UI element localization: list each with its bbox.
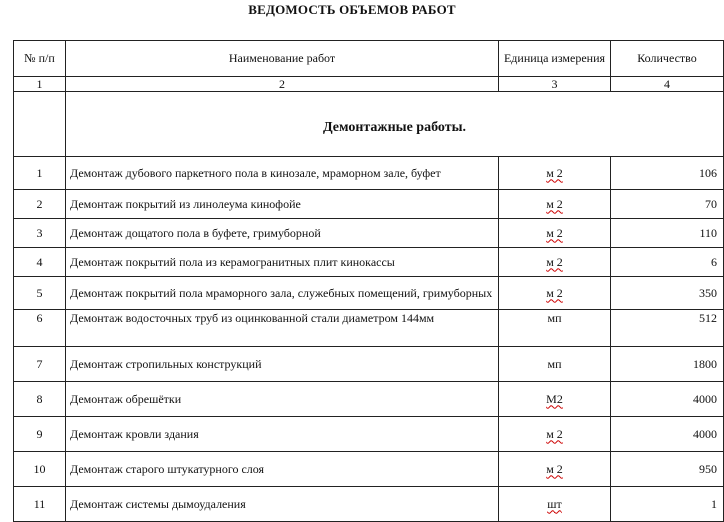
row-qty-text: 950 xyxy=(699,461,717,476)
row-qty-text: 4000 xyxy=(693,426,717,441)
row-unit-text: м 2 xyxy=(546,196,563,211)
row-qty xyxy=(611,190,724,219)
table-row xyxy=(14,347,724,382)
row-name: Демонтаж покрытий пола из керамогранитных плит кинокассы xyxy=(66,248,499,277)
row-unit-text: М2 xyxy=(546,391,563,406)
row-unit xyxy=(499,190,611,219)
row-name: Демонтаж системы дымоудаления xyxy=(66,487,499,522)
row-unit-text: мп xyxy=(547,356,562,371)
table-row xyxy=(14,277,724,310)
column-index: 1 xyxy=(14,77,66,92)
column-index: 3 xyxy=(499,77,611,92)
row-qty xyxy=(611,452,724,487)
row-name: Демонтаж дубового паркетного пола в кинозале, мраморном зале, буфет xyxy=(66,157,499,190)
row-qty-text: 110 xyxy=(699,225,717,240)
row-qty-text: 1800 xyxy=(693,356,717,371)
row-qty-text: 4000 xyxy=(693,391,717,406)
row-num: 3 xyxy=(14,219,66,248)
row-num: 10 xyxy=(14,452,66,487)
document-title: ВЕДОМОСТЬ ОБЪЕМОВ РАБОТ xyxy=(248,2,456,17)
works-volume-table xyxy=(13,40,724,522)
row-unit xyxy=(499,347,611,382)
section-row xyxy=(14,92,724,157)
table-row xyxy=(14,382,724,417)
column-index-row xyxy=(14,77,724,92)
row-unit-text: м 2 xyxy=(546,285,563,300)
header-num: № п/п xyxy=(14,41,66,77)
row-unit xyxy=(499,452,611,487)
header-unit: Единица измерения xyxy=(499,41,611,77)
row-name: Демонтаж покрытий из линолеума кинофойе xyxy=(66,190,499,219)
row-num: 1 xyxy=(14,157,66,190)
row-qty xyxy=(611,248,724,277)
row-name: Демонтаж обрешётки xyxy=(66,382,499,417)
row-num: 8 xyxy=(14,382,66,417)
row-unit-text: мп xyxy=(547,311,562,325)
table-row xyxy=(14,310,724,347)
row-unit-text: м 2 xyxy=(546,461,563,476)
table-row xyxy=(14,157,724,190)
table-row xyxy=(14,190,724,219)
row-qty xyxy=(611,347,724,382)
row-name: Демонтаж покрытий пола мраморного зала, служебных помещений, гримуборных xyxy=(66,277,499,310)
row-num: 5 xyxy=(14,277,66,310)
row-unit xyxy=(499,487,611,522)
row-num: 6 xyxy=(14,310,66,347)
row-unit xyxy=(499,277,611,310)
row-unit xyxy=(499,248,611,277)
row-unit-text: м 2 xyxy=(546,426,563,441)
row-num: 7 xyxy=(14,347,66,382)
row-qty xyxy=(611,487,724,522)
row-qty-text: 1 xyxy=(711,496,717,511)
row-qty xyxy=(611,157,724,190)
row-unit-text: м 2 xyxy=(546,254,563,269)
row-name: Демонтаж водосточных труб из оцинкованной стали диаметром 144мм xyxy=(66,310,499,347)
row-unit xyxy=(499,310,611,347)
row-qty-text: 70 xyxy=(705,196,717,211)
row-num: 11 xyxy=(14,487,66,522)
row-unit-text: м 2 xyxy=(546,165,563,180)
row-unit xyxy=(499,417,611,452)
row-name: Демонтаж стропильных конструкций xyxy=(66,347,499,382)
section-title: Демонтажные работы. xyxy=(66,92,724,157)
row-qty-text: 6 xyxy=(711,254,717,269)
row-unit-text: м 2 xyxy=(546,225,563,240)
table-row xyxy=(14,248,724,277)
table-row xyxy=(14,452,724,487)
table-header-row xyxy=(14,41,724,77)
column-index: 2 xyxy=(66,77,499,92)
row-qty xyxy=(611,219,724,248)
row-qty xyxy=(611,277,724,310)
row-qty-text: 512 xyxy=(699,311,717,325)
header-name: Наименование работ xyxy=(66,41,499,77)
row-qty-text: 350 xyxy=(699,285,717,300)
row-name: Демонтаж старого штукатурного слоя xyxy=(66,452,499,487)
table-row xyxy=(14,417,724,452)
row-unit xyxy=(499,219,611,248)
row-qty xyxy=(611,382,724,417)
row-unit-text: шт xyxy=(547,496,562,511)
row-name: Демонтаж кровли здания xyxy=(66,417,499,452)
row-qty xyxy=(611,417,724,452)
row-name: Демонтаж дощатого пола в буфете, гримуборной xyxy=(66,219,499,248)
row-unit xyxy=(499,157,611,190)
row-unit xyxy=(499,382,611,417)
column-index: 4 xyxy=(611,77,724,92)
section-empty-cell xyxy=(14,92,66,157)
header-qty: Количество xyxy=(611,41,724,77)
row-qty xyxy=(611,310,724,347)
row-qty-text: 106 xyxy=(699,165,717,180)
table-row xyxy=(14,487,724,522)
table-row xyxy=(14,219,724,248)
row-num: 4 xyxy=(14,248,66,277)
row-num: 9 xyxy=(14,417,66,452)
row-num: 2 xyxy=(14,190,66,219)
